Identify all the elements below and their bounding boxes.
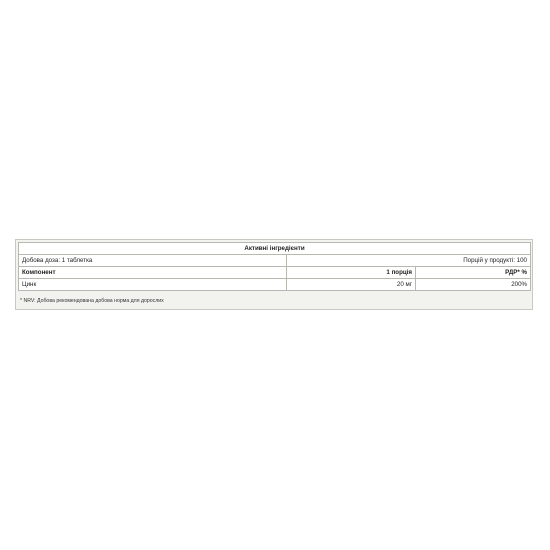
dose-row [19, 255, 531, 267]
ingredients-table [18, 242, 531, 291]
column-header-portion: 1 порція [287, 267, 416, 279]
ingredients-panel [15, 239, 533, 310]
column-header-rda: РДР* % [416, 267, 531, 279]
table-row [19, 279, 531, 291]
column-header-component: Компонент [19, 267, 287, 279]
table-title-row [19, 243, 531, 255]
header-row [19, 267, 531, 279]
component-name: Цинк [19, 279, 287, 291]
footnote: * NRV: Добова рекомендована добова норма для дорослих [20, 298, 164, 304]
portion-amount: 20 мг [287, 279, 416, 291]
rda-percent: 200% [416, 279, 531, 291]
servings-per-product: Порцій у продукті: 100 [287, 255, 531, 267]
table-title: Активні інгредієнти [19, 243, 531, 255]
daily-dose: Добова доза: 1 таблетка [19, 255, 287, 267]
